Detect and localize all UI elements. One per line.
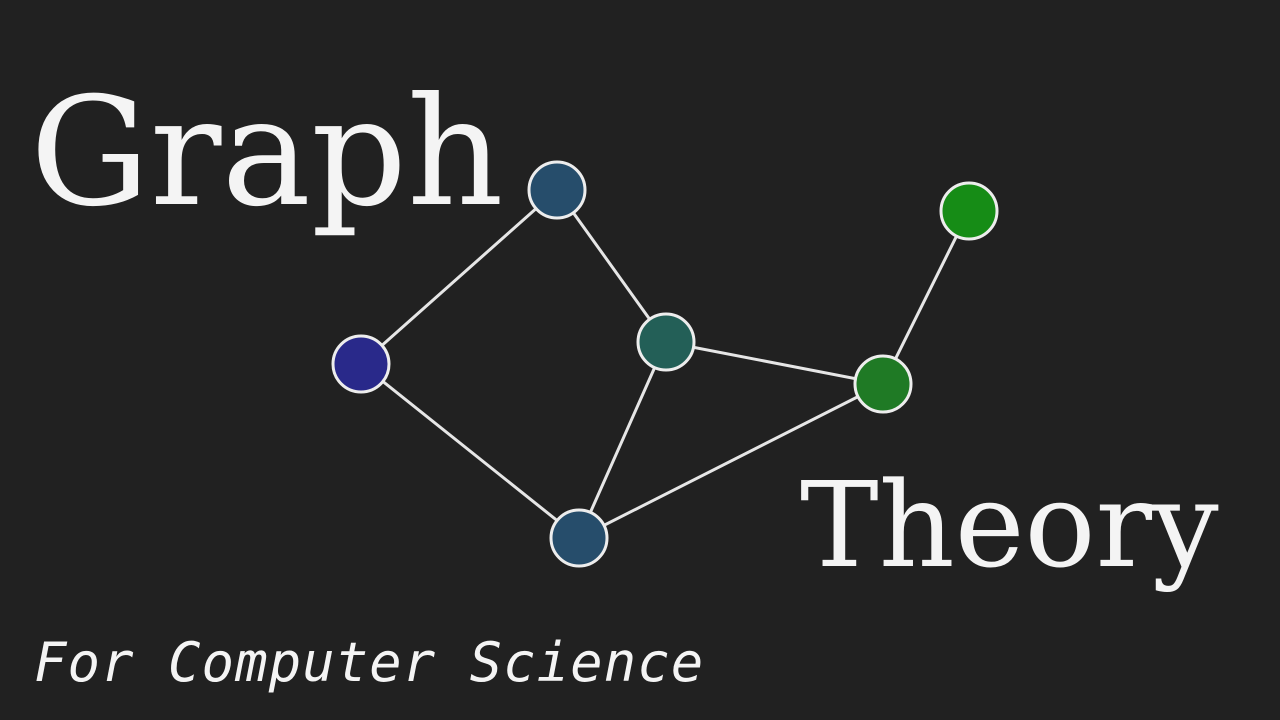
graph-node-n1 bbox=[529, 162, 585, 218]
edge-n3-n4 bbox=[579, 342, 666, 538]
graph-node-n5 bbox=[855, 356, 911, 412]
graph-node-n4 bbox=[551, 510, 607, 566]
graph-node-n6 bbox=[941, 183, 997, 239]
edge-n3-n5 bbox=[666, 342, 883, 384]
graph-node-n3 bbox=[638, 314, 694, 370]
subtitle: For Computer Science bbox=[34, 631, 705, 694]
edge-n2-n4 bbox=[361, 364, 579, 538]
graph-node-n2 bbox=[333, 336, 389, 392]
title-theory: Theory bbox=[800, 456, 1219, 594]
title-graph: Graph bbox=[30, 66, 504, 240]
